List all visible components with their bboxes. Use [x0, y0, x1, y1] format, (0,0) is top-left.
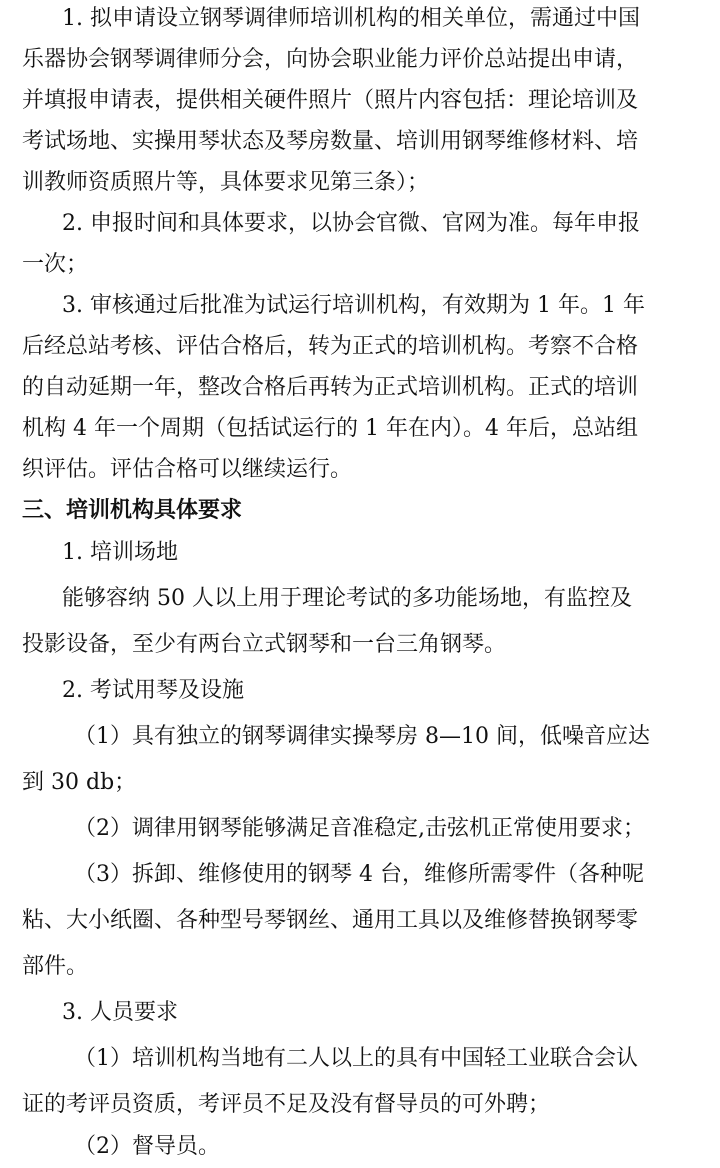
item1-line3: 并填报申请表，提供相关硬件照片（照片内容包括：理论培训及 [22, 88, 639, 113]
pianos-title: 2. 考试用琴及设施 [62, 678, 244, 703]
venue-line2: 投影设备，至少有两台立式钢琴和一台三角钢琴。 [22, 632, 507, 657]
item1-line1: 1. 拟申请设立钢琴调律师培训机构的相关单位，需通过中国 [62, 6, 640, 31]
pianos-line2: 到 30 db； [22, 770, 137, 795]
item3-line4: 机构 4 年一个周期（包括试运行的 1 年在内）。4 年后，总站组 [22, 416, 638, 441]
venue-title: 1. 培训场地 [62, 540, 178, 565]
section-heading: 三、培训机构具体要求 [22, 498, 243, 523]
staff-title: 3. 人员要求 [62, 1000, 178, 1025]
pianos-line5: 粘、大小纸圈、各种型号琴钢丝、通用工具以及维修替换钢琴零 [22, 908, 639, 933]
staff-line1: （1）培训机构当地有二人以上的具有中国轻工业联合会认 [74, 1046, 638, 1071]
venue-line1: 能够容纳 50 人以上用于理论考试的多功能场地，有监控及 [62, 586, 632, 611]
item2-line2: 一次； [22, 252, 89, 277]
item1-line2: 乐器协会钢琴调律师分会，向协会职业能力评价总站提出申请， [22, 47, 639, 72]
pianos-line3: （2）调律用钢琴能够满足音准稳定,击弦机正常使用要求； [74, 816, 645, 841]
item2-line1: 2. 申报时间和具体要求，以协会官微、官网为准。每年申报 [62, 211, 640, 236]
item3-line5: 织评估。评估合格可以继续运行。 [22, 457, 353, 482]
item3-line3: 的自动延期一年，整改合格后再转为正式培训机构。正式的培训 [22, 375, 639, 400]
pianos-line6: 部件。 [22, 954, 89, 979]
item1-line4: 考试场地、实操用琴状态及琴房数量、培训用钢琴维修材料、培 [22, 129, 639, 154]
item3-line2: 后经总站考核、评估合格后，转为正式的培训机构。考察不合格 [22, 334, 639, 359]
item1-line5: 训教师资质照片等，具体要求见第三条）； [22, 170, 430, 195]
item3-line1: 3. 审核通过后批准为试运行培训机构，有效期为 1 年。1 年 [62, 293, 645, 318]
staff-line3: （2）督导员。 [74, 1134, 220, 1159]
staff-line2: 证的考评员资质，考评员不足及没有督导员的可外聘； [22, 1092, 551, 1117]
pianos-line1: （1）具有独立的钢琴调律实操琴房 8—10 间，低噪音应达 [74, 724, 650, 749]
pianos-line4: （3）拆卸、维修使用的钢琴 4 台，维修所需零件（各种呢 [74, 862, 644, 887]
